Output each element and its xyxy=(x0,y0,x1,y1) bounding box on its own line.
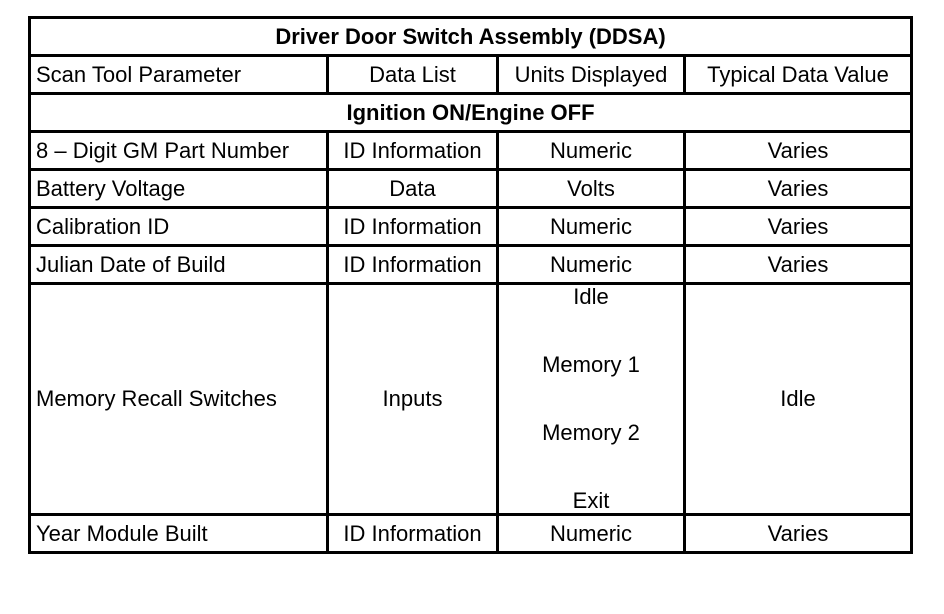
cell-data-list: ID Information xyxy=(328,208,498,246)
cell-data-list: ID Information xyxy=(328,515,498,553)
cell-units: Numeric xyxy=(498,132,685,170)
header-row xyxy=(30,56,912,94)
column-header-typical-value: Typical Data Value xyxy=(685,56,912,94)
title-row xyxy=(30,18,912,56)
table-row xyxy=(30,132,912,170)
cell-parameter: Calibration ID xyxy=(30,208,328,246)
table-title: Driver Door Switch Assembly (DDSA) xyxy=(30,18,912,56)
table-row xyxy=(30,515,912,553)
cell-parameter: Battery Voltage xyxy=(30,170,328,208)
table-row xyxy=(30,284,912,515)
cell-parameter: 8 – Digit GM Part Number xyxy=(30,132,328,170)
section-heading: Ignition ON/Engine OFF xyxy=(30,94,912,132)
column-header-data-list: Data List xyxy=(328,56,498,94)
unit-option: Memory 1 xyxy=(542,352,640,377)
cell-typical-value: Varies xyxy=(685,246,912,284)
cell-parameter: Year Module Built xyxy=(30,515,328,553)
section-row xyxy=(30,94,912,132)
cell-units: Numeric xyxy=(498,208,685,246)
cell-units: Numeric xyxy=(498,246,685,284)
cell-data-list: ID Information xyxy=(328,132,498,170)
column-header-parameter: Scan Tool Parameter xyxy=(30,56,328,94)
cell-parameter: Memory Recall Switches xyxy=(30,284,328,515)
unit-option: Idle xyxy=(573,284,609,309)
ddsa-table xyxy=(28,16,913,554)
data-table-container xyxy=(28,16,913,554)
cell-units: Numeric xyxy=(498,515,685,553)
cell-typical-value: Varies xyxy=(685,515,912,553)
column-header-units: Units Displayed xyxy=(498,56,685,94)
cell-typical-value: Varies xyxy=(685,132,912,170)
table-row xyxy=(30,208,912,246)
table-row xyxy=(30,170,912,208)
cell-typical-value: Idle xyxy=(685,284,912,515)
cell-typical-value: Varies xyxy=(685,170,912,208)
cell-units-list xyxy=(498,284,685,515)
cell-data-list: ID Information xyxy=(328,246,498,284)
cell-data-list: Inputs xyxy=(328,284,498,515)
cell-data-list: Data xyxy=(328,170,498,208)
unit-option: Memory 2 xyxy=(542,420,640,445)
unit-option: Exit xyxy=(572,488,610,513)
cell-parameter: Julian Date of Build xyxy=(30,246,328,284)
table-row xyxy=(30,246,912,284)
cell-typical-value: Varies xyxy=(685,208,912,246)
cell-units: Volts xyxy=(498,170,685,208)
